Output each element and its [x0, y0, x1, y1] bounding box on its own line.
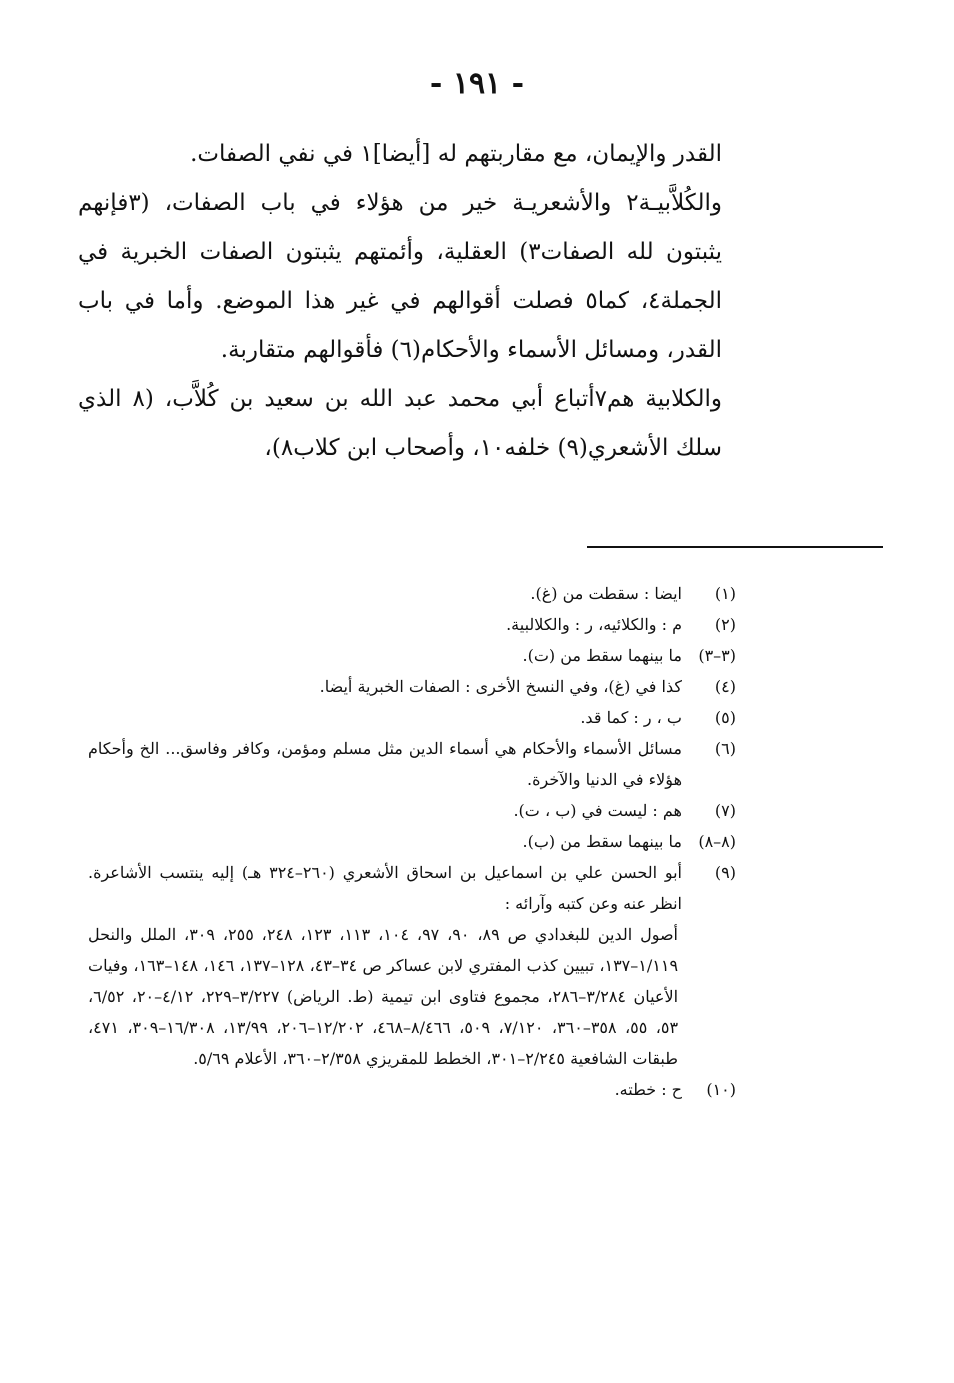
footnote [88, 578, 736, 609]
footnote-text: أبو الحسن علي بن اسماعيل بن اسحاق الأشعري (٢٦٠–٣٢٤ هـ) إليه ينتسب الأشاعرة. انظر عنه وعن كتبه وآرائه : [88, 863, 682, 913]
footnote [88, 826, 736, 857]
footnote-separator [587, 546, 883, 548]
footnote [88, 795, 736, 826]
footnote-number: (٥) [714, 708, 736, 727]
footnote-number: (١٠) [706, 1080, 736, 1099]
footnote-text: كذا في (غ)، وفي النسخ الأخرى : الصفات الخبرية أيضا. [319, 677, 682, 696]
footnote [88, 609, 736, 640]
paragraph: القدر والإيمان، مع مقاربتهم له [أيضا]١ في نفي الصفات. [190, 141, 722, 167]
footnote [88, 640, 736, 671]
footnote-text: ايضا : سقطت من (غ). [530, 584, 682, 603]
paragraph: والكُلاَّبيـة٢ والأشعريـة خير من هؤلاء في باب الصفات، (٣فإنهم يثبتون لله الصفات٣) العقلية، وأئمتهم يثبتون الصفات الخبرية في الجملة٤، كما٥ فصلت أقوالهم في غير هذا الموضع. وأما في باب القدر، ومسائل الأسماء والأحكام(٦) فأقوالهم متقاربة. [78, 190, 722, 363]
page-number: - ١٩١ - [429, 66, 525, 101]
footnote-number: (٤) [714, 677, 736, 696]
footnote-text: م : والكلائيه، ر : والكلالبية. [506, 615, 682, 634]
footnote [88, 1074, 736, 1105]
footnote-text: ما بينهما سقط من (ب). [522, 832, 682, 851]
footnote-number: (٦) [714, 739, 736, 758]
footnote-text: ح : خطته. [614, 1080, 682, 1099]
footnotes [88, 578, 736, 1105]
footnote-number: (٨–٨) [698, 832, 736, 851]
footnote [88, 671, 736, 702]
footnote-number: (٢) [714, 615, 736, 634]
footnote [88, 702, 736, 733]
footnote-references: أصول الدين للبغدادي ص ٨٩، ٩٠، ٩٧، ١٠٤، ١١٣، ١٢٣، ٢٤٨، ٢٥٥، ٣٠٩، الملل والنحل ١/١١٩–١٣٧، تبيين كذب المفتري لابن عساكر ص ٣٤–٤٣، ١٢٨–١٣٧، ١٤٦، ١٤٨–١٦٣، وفيات الأعيان ٣/٢٨٤–٢٨٦، مجموع فتاوى ابن تيمية (ط. الرياض) ٣/٢٢٧–٢٢٩، ٤/١٢–٢٠، ٦/٥٢، ٥٣، ٥٥، ٣٥٨–٣٦٠، ٧/١٢٠، ٥٠٩، ٨/٤٦٦–٤٦٨، ١٢/٢٠٢–٢٠٦، ١٣/٩٩، ١٦/٣٠٨–٣٠٩، ٤٧١، طبقات الشافعية ٢/٢٤٥–٣٠١، الخطط للمقريزي ٢/٣٥٨–٣٦٠، الأعلام ٥/٦٩. [88, 925, 679, 1068]
footnote-text: هم : ليست في (ب ، ت). [513, 801, 682, 820]
main-text [78, 130, 722, 473]
footnote-text: ب ، ر : كما قد. [580, 708, 682, 727]
footnote-text: مسائل الأسماء والأحكام هي أسماء الدين مثل مسلم ومؤمن، وكافر وفاسق... الخ وأحكام هؤلاء في الدنيا والآخرة. [88, 739, 682, 789]
paragraph: والكلابية هم٧أتباع أبي محمد عبد الله بن سعيد بن كُلاَّب، (٨ الذي سلك الأشعري(٩) خلفه١٠، وأصحاب ابن كلاب٨)، [78, 386, 723, 461]
footnote-text: ما بينهما سقط من (ت). [522, 646, 682, 665]
footnote-number: (٩) [714, 863, 736, 882]
footnote [88, 857, 736, 919]
footnote-number: (١) [714, 584, 736, 603]
footnote-number: (٧) [714, 801, 736, 820]
footnote-number: (٣–٣) [698, 646, 736, 665]
footnote [88, 733, 736, 795]
